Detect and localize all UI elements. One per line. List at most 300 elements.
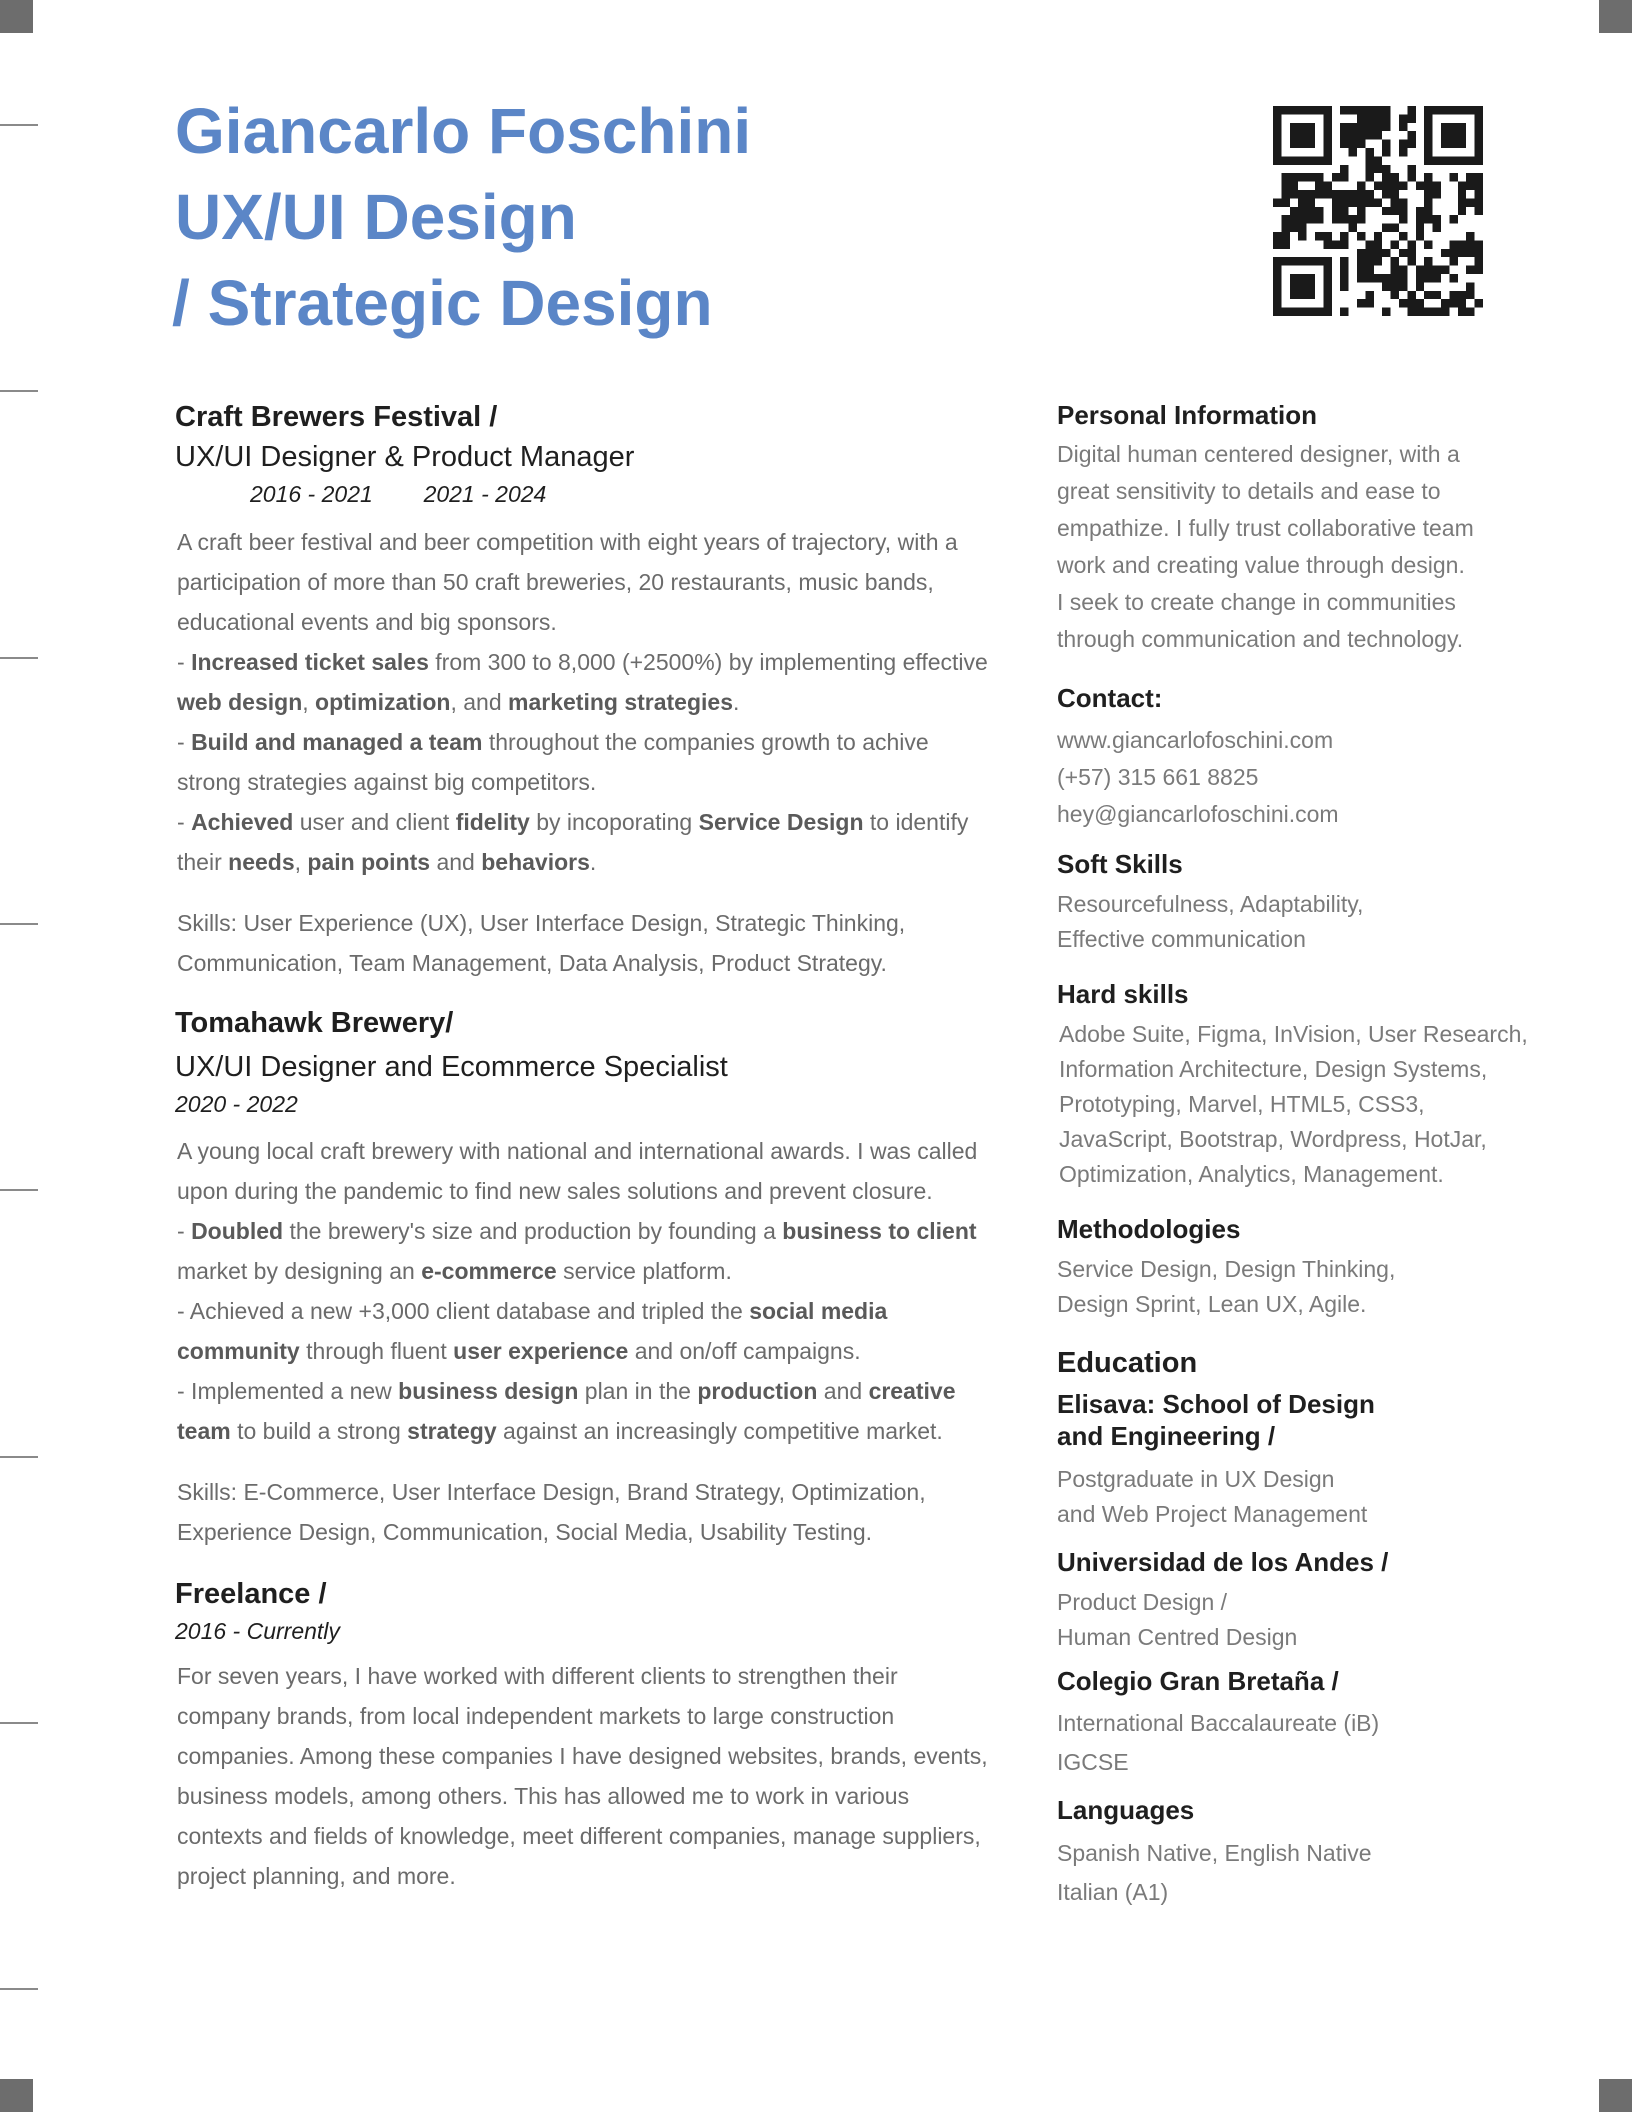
qr-module: [1290, 106, 1298, 114]
qr-module: [1290, 308, 1298, 316]
personal-information-section: [1057, 395, 1577, 658]
qr-module: [1315, 173, 1323, 181]
qr-module: [1298, 123, 1306, 131]
qr-module: [1424, 215, 1432, 223]
qr-module: [1475, 240, 1483, 248]
qr-module: [1349, 140, 1357, 148]
job-dates: 2016 - Currently: [175, 1618, 340, 1644]
experience-entry: [175, 397, 995, 983]
qr-module: [1391, 173, 1399, 181]
bullet-text: through fluent: [299, 1338, 454, 1364]
qr-module: [1433, 308, 1441, 316]
qr-module: [1475, 182, 1483, 190]
phone-number[interactable]: (+57) 315 661 8825: [1057, 764, 1259, 790]
skill-line: Optimization, Analytics, Management.: [1059, 1161, 1444, 1187]
section-heading: Soft Skills: [1057, 849, 1183, 879]
qr-module: [1365, 249, 1373, 257]
qr-module: [1424, 114, 1432, 122]
qr-module: [1349, 224, 1357, 232]
school-detail: [1057, 1585, 1577, 1655]
qr-module: [1416, 266, 1424, 274]
qr-module: [1399, 232, 1407, 240]
school-entry: [1057, 1542, 1577, 1655]
job-skills: Skills: User Experience (UX), User Interface Design, Strategic Thinking, Communication, Team Management, Data Analysis, Product Strategy.: [177, 910, 906, 976]
qr-module: [1281, 106, 1289, 114]
qr-module: [1323, 282, 1331, 290]
emphasis-text: web design: [177, 689, 303, 715]
emphasis-text: fidelity: [455, 809, 530, 835]
qr-module: [1475, 106, 1483, 114]
qr-module: [1281, 232, 1289, 240]
skill-line: Adobe Suite, Figma, InVision, User Research,: [1059, 1021, 1528, 1047]
qr-module: [1357, 123, 1365, 131]
qr-module: [1399, 249, 1407, 257]
qr-module: [1307, 215, 1315, 223]
qr-module: [1416, 299, 1424, 307]
bullet-text: and on/off campaigns.: [628, 1338, 861, 1364]
person-name: Giancarlo Foschini: [175, 95, 752, 167]
qr-module: [1365, 257, 1373, 265]
qr-module: [1365, 266, 1373, 274]
job-role: UX/UI Designer & Product Manager: [175, 441, 635, 473]
degree-line: IGCSE: [1057, 1749, 1129, 1775]
qr-module: [1290, 224, 1298, 232]
qr-module: [1357, 257, 1365, 265]
qr-module: [1349, 106, 1357, 114]
qr-module: [1449, 106, 1457, 114]
qr-module: [1357, 232, 1365, 240]
qr-module: [1315, 207, 1323, 215]
date-range: 2016 - 2021: [250, 481, 373, 507]
qr-module: [1290, 140, 1298, 148]
qr-module: [1441, 123, 1449, 131]
qr-module: [1340, 123, 1348, 131]
qr-module: [1273, 114, 1281, 122]
qr-module: [1466, 232, 1474, 240]
qr-module: [1357, 266, 1365, 274]
qr-code-icon[interactable]: [1273, 106, 1483, 316]
emphasis-text: business design: [398, 1378, 579, 1404]
languages-list: [1057, 1834, 1577, 1912]
qr-module: [1323, 299, 1331, 307]
job-description: A young local craft brewery with national and international awards. I was called upon during the pandemic to find new sales solutions and prevent closure.: [177, 1138, 978, 1204]
degree-line: Human Centred Design: [1057, 1624, 1298, 1650]
qr-module: [1307, 140, 1315, 148]
qr-module: [1290, 182, 1298, 190]
school-name-line: and Engineering /: [1057, 1421, 1276, 1451]
bullet-text: -: [177, 809, 192, 835]
qr-module: [1307, 308, 1315, 316]
school-detail: [1057, 1462, 1577, 1532]
qr-module: [1332, 198, 1340, 206]
degree-line: and Web Project Management: [1057, 1501, 1368, 1527]
bullet-text: - Implemented a new: [177, 1378, 399, 1404]
qr-module: [1399, 215, 1407, 223]
section-heading: Education: [1057, 1347, 1198, 1379]
qr-module: [1340, 131, 1348, 139]
qr-module: [1323, 140, 1331, 148]
qr-module: [1475, 173, 1483, 181]
qr-module: [1315, 232, 1323, 240]
summary-line: through communication and technology.: [1057, 626, 1464, 652]
qr-module: [1391, 291, 1399, 299]
qr-module: [1391, 198, 1399, 206]
skill-line: Effective communication: [1057, 926, 1306, 952]
job-title-line-2: / Strategic Design: [172, 267, 713, 339]
qr-module: [1332, 190, 1340, 198]
qr-module: [1458, 106, 1466, 114]
methodologies-section: [1057, 1209, 1577, 1322]
sidebar: [1057, 395, 1577, 1912]
qr-module: [1433, 274, 1441, 282]
bullet-text: market by designing an: [177, 1258, 422, 1284]
qr-module: [1315, 190, 1323, 198]
methodologies-list: [1057, 1252, 1577, 1322]
qr-module: [1475, 123, 1483, 131]
emphasis-text: production: [697, 1378, 818, 1404]
qr-module: [1391, 240, 1399, 248]
qr-module: [1458, 308, 1466, 316]
qr-module: [1416, 308, 1424, 316]
qr-module: [1332, 215, 1340, 223]
bullet-text: user and client: [293, 809, 456, 835]
qr-module: [1458, 240, 1466, 248]
qr-module: [1273, 198, 1281, 206]
section-heading: Personal Information: [1057, 400, 1318, 430]
qr-module: [1273, 140, 1281, 148]
qr-module: [1298, 215, 1306, 223]
qr-module: [1365, 173, 1373, 181]
qr-module: [1340, 308, 1348, 316]
qr-module: [1349, 190, 1357, 198]
qr-module: [1357, 140, 1365, 148]
qr-module: [1382, 282, 1390, 290]
skill-line: Prototyping, Marvel, HTML5, CSS3,: [1059, 1091, 1425, 1117]
qr-module: [1374, 156, 1382, 164]
qr-module: [1374, 257, 1382, 265]
qr-module: [1357, 215, 1365, 223]
personal-summary: [1057, 436, 1577, 658]
skill-line: Resourcefulness, Adaptability,: [1057, 891, 1364, 917]
emphasis-text: Increased ticket sales: [191, 649, 429, 675]
qr-module: [1449, 249, 1457, 257]
job-dates: 2020 - 2022: [175, 1091, 298, 1117]
qr-module: [1273, 282, 1281, 290]
qr-module: [1298, 190, 1306, 198]
qr-module: [1407, 257, 1415, 265]
qr-module: [1399, 274, 1407, 282]
qr-module: [1424, 148, 1432, 156]
qr-module: [1391, 274, 1399, 282]
qr-module: [1466, 106, 1474, 114]
contact-details: [1057, 722, 1577, 833]
qr-module: [1458, 182, 1466, 190]
qr-module: [1382, 165, 1390, 173]
qr-module: [1424, 173, 1432, 181]
bullet-text: - Achieved a new +3,000 client database and tripled the: [177, 1298, 750, 1324]
qr-module: [1307, 173, 1315, 181]
email-link[interactable]: hey@giancarlofoschini.com: [1057, 801, 1339, 827]
emphasis-text: user experience: [453, 1338, 629, 1364]
qr-module: [1365, 156, 1373, 164]
edge-tick: [0, 1456, 38, 1458]
language-line: Italian (A1): [1057, 1879, 1169, 1905]
qr-module: [1475, 131, 1483, 139]
experience-column: [175, 397, 995, 1896]
qr-module: [1374, 131, 1382, 139]
qr-module: [1273, 291, 1281, 299]
job-role: UX/UI Designer and Ecommerce Specialist: [175, 1051, 728, 1083]
resume-header: [172, 88, 752, 346]
qr-module: [1399, 123, 1407, 131]
qr-module: [1307, 274, 1315, 282]
emphasis-text: pain points: [307, 849, 431, 875]
qr-module: [1340, 240, 1348, 248]
qr-module: [1281, 198, 1289, 206]
qr-module: [1458, 291, 1466, 299]
qr-module: [1407, 240, 1415, 248]
qr-module: [1298, 232, 1306, 240]
qr-module: [1357, 299, 1365, 307]
qr-module: [1332, 173, 1340, 181]
qr-module: [1424, 123, 1432, 131]
qr-module: [1458, 198, 1466, 206]
qr-module: [1307, 198, 1315, 206]
job-title-line-1: UX/UI Design: [175, 181, 577, 253]
achievement-bullet: [177, 1211, 995, 1291]
qr-module: [1382, 190, 1390, 198]
qr-module: [1374, 274, 1382, 282]
qr-module: [1357, 131, 1365, 139]
qr-module: [1407, 106, 1415, 114]
emphasis-text: behaviors: [481, 849, 590, 875]
emphasis-text: Service Design: [698, 809, 864, 835]
qr-module: [1365, 274, 1373, 282]
qr-module: [1290, 123, 1298, 131]
qr-module: [1281, 257, 1289, 265]
qr-module: [1475, 140, 1483, 148]
qr-module: [1290, 282, 1298, 290]
section-heading: Contact:: [1057, 683, 1163, 713]
bullet-text: -: [177, 1218, 192, 1244]
qr-module: [1399, 198, 1407, 206]
degree-line: Product Design /: [1057, 1589, 1228, 1615]
qr-module: [1416, 215, 1424, 223]
qr-module: [1458, 131, 1466, 139]
company-name: Tomahawk Brewery/: [175, 1007, 454, 1039]
qr-module: [1273, 131, 1281, 139]
achievement-bullet: [177, 1371, 995, 1451]
qr-module: [1458, 123, 1466, 131]
qr-module: [1399, 148, 1407, 156]
qr-module: [1441, 156, 1449, 164]
edge-tick: [0, 124, 38, 126]
qr-module: [1374, 114, 1382, 122]
qr-module: [1424, 182, 1432, 190]
bullet-text: ,: [302, 689, 316, 715]
qr-module: [1424, 207, 1432, 215]
qr-module: [1475, 257, 1483, 265]
qr-module: [1349, 123, 1357, 131]
qr-module: [1407, 140, 1415, 148]
qr-module: [1323, 148, 1331, 156]
qr-module: [1391, 266, 1399, 274]
qr-module: [1357, 207, 1365, 215]
website-link[interactable]: www.giancarlofoschini.com: [1057, 727, 1334, 753]
qr-module: [1365, 114, 1373, 122]
qr-module: [1466, 266, 1474, 274]
bullet-text: against an increasingly competitive market.: [496, 1418, 943, 1444]
education-section: [1057, 1343, 1577, 1782]
qr-module: [1298, 308, 1306, 316]
qr-module: [1357, 106, 1365, 114]
qr-module: [1433, 182, 1441, 190]
bullet-text: the brewery's size and production by founding a: [283, 1218, 783, 1244]
corner-marker: [0, 0, 33, 33]
qr-module: [1365, 198, 1373, 206]
qr-module: [1449, 173, 1457, 181]
qr-module: [1475, 266, 1483, 274]
qr-module: [1290, 207, 1298, 215]
qr-module: [1315, 106, 1323, 114]
qr-module: [1399, 182, 1407, 190]
qr-module: [1357, 114, 1365, 122]
qr-module: [1416, 224, 1424, 232]
qr-module: [1281, 308, 1289, 316]
qr-module: [1290, 190, 1298, 198]
qr-module: [1273, 274, 1281, 282]
bullet-text: and: [430, 849, 482, 875]
qr-module: [1382, 182, 1390, 190]
qr-module: [1407, 131, 1415, 139]
qr-module: [1340, 140, 1348, 148]
qr-module: [1332, 240, 1340, 248]
methodology-line: Service Design, Design Thinking,: [1057, 1256, 1396, 1282]
section-heading: Methodologies: [1057, 1214, 1241, 1244]
qr-module: [1424, 131, 1432, 139]
school-name-line: Elisava: School of Design: [1057, 1389, 1375, 1419]
qr-module: [1466, 308, 1474, 316]
qr-module: [1340, 232, 1348, 240]
qr-module: [1349, 215, 1357, 223]
qr-module: [1407, 249, 1415, 257]
qr-module: [1340, 190, 1348, 198]
qr-module: [1441, 249, 1449, 257]
qr-module: [1273, 232, 1281, 240]
qr-module: [1281, 182, 1289, 190]
qr-module: [1416, 182, 1424, 190]
qr-module: [1475, 190, 1483, 198]
qr-module: [1407, 308, 1415, 316]
qr-module: [1290, 156, 1298, 164]
degree-line: Postgraduate in UX Design: [1057, 1466, 1335, 1492]
qr-module: [1365, 291, 1373, 299]
qr-module: [1382, 207, 1390, 215]
qr-module: [1315, 215, 1323, 223]
qr-module: [1466, 173, 1474, 181]
qr-module: [1475, 249, 1483, 257]
edge-tick: [0, 1722, 38, 1724]
qr-module: [1365, 131, 1373, 139]
qr-module: [1391, 282, 1399, 290]
bullet-text: .: [589, 849, 597, 875]
qr-module: [1357, 182, 1365, 190]
summary-line: empathize. I fully trust collaborative team: [1057, 515, 1474, 541]
emphasis-text: Doubled: [191, 1218, 284, 1244]
qr-module: [1298, 282, 1306, 290]
emphasis-text: Achieved: [191, 809, 294, 835]
qr-module: [1323, 123, 1331, 131]
qr-module: [1281, 215, 1289, 223]
qr-module: [1441, 308, 1449, 316]
bullet-text: by incoporating: [529, 809, 699, 835]
qr-module: [1357, 249, 1365, 257]
qr-module: [1273, 156, 1281, 164]
qr-module: [1424, 266, 1432, 274]
qr-module: [1307, 190, 1315, 198]
school-name: Universidad de los Andes /: [1057, 1547, 1389, 1577]
qr-module: [1382, 114, 1390, 122]
qr-module: [1273, 123, 1281, 131]
qr-module: [1307, 207, 1315, 215]
achievement-bullet: [177, 1291, 995, 1371]
qr-module: [1340, 257, 1348, 265]
qr-module: [1458, 190, 1466, 198]
qr-module: [1424, 291, 1432, 299]
qr-module: [1475, 207, 1483, 215]
qr-module: [1441, 131, 1449, 139]
qr-module: [1340, 198, 1348, 206]
qr-module: [1433, 156, 1441, 164]
qr-module: [1416, 274, 1424, 282]
qr-module: [1323, 182, 1331, 190]
bullet-text: , and: [450, 689, 509, 715]
qr-module: [1340, 207, 1348, 215]
qr-module: [1315, 182, 1323, 190]
qr-module: [1399, 299, 1407, 307]
edge-tick: [0, 1189, 38, 1191]
qr-module: [1475, 148, 1483, 156]
qr-module: [1424, 308, 1432, 316]
qr-module: [1298, 173, 1306, 181]
qr-module: [1340, 266, 1348, 274]
bullet-text: plan in the: [578, 1378, 698, 1404]
qr-module: [1441, 106, 1449, 114]
methodology-line: Design Sprint, Lean UX, Agile.: [1057, 1291, 1367, 1317]
qr-module: [1391, 257, 1399, 265]
qr-module: [1340, 106, 1348, 114]
qr-module: [1433, 291, 1441, 299]
qr-module: [1315, 257, 1323, 265]
skill-line: JavaScript, Bootstrap, Wordpress, HotJar,: [1059, 1126, 1487, 1152]
qr-module: [1449, 274, 1457, 282]
qr-module: [1290, 131, 1298, 139]
qr-module: [1416, 232, 1424, 240]
qr-module: [1382, 106, 1390, 114]
hard-skills-list: [1059, 1017, 1577, 1192]
qr-module: [1424, 257, 1432, 265]
qr-module: [1449, 156, 1457, 164]
qr-module: [1407, 114, 1415, 122]
qr-module: [1458, 156, 1466, 164]
qr-module: [1281, 156, 1289, 164]
job-description: A craft beer festival and beer competition with eight years of trajectory, with a participation of more than 50 craft breweries, 20 restaurants, music bands, educational events and big sponsors.: [177, 529, 958, 635]
qr-module: [1433, 215, 1441, 223]
soft-skills-section: [1057, 844, 1577, 957]
qr-module: [1424, 106, 1432, 114]
qr-module: [1273, 148, 1281, 156]
emphasis-text: optimization: [315, 689, 451, 715]
